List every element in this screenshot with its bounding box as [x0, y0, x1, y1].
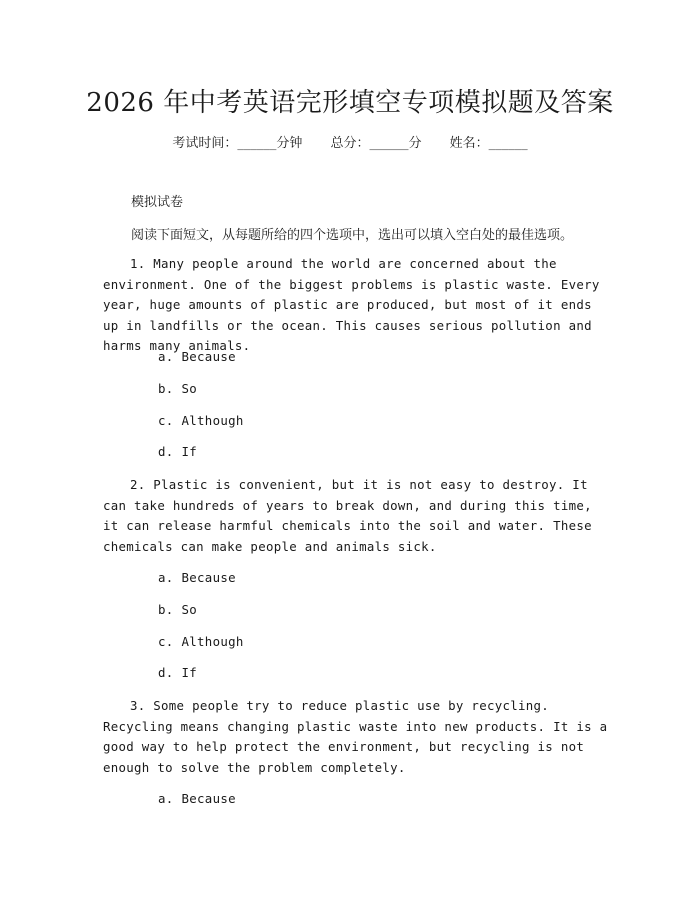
exam-meta: [0, 132, 700, 151]
question-2-option-b: [158, 602, 197, 617]
student-name: 姓名：______: [449, 136, 528, 151]
question-1-option-d: [158, 444, 197, 459]
exam-score: 总分：______分: [330, 136, 422, 151]
option-letter: a.: [158, 791, 174, 806]
option-text: Because: [181, 791, 236, 806]
question-2-option-d: [158, 665, 197, 680]
option-letter: b.: [158, 602, 174, 617]
option-letter: b.: [158, 381, 174, 396]
option-letter: c.: [158, 634, 174, 649]
question-2-option-a: [158, 570, 236, 585]
option-text: Although: [181, 413, 244, 428]
page-title: 2026 年中考英语完形填空专项模拟题及答案: [86, 88, 614, 118]
exam-time: 考试时间：______分钟: [172, 136, 303, 151]
question-2-option-c: [158, 634, 244, 649]
option-text: So: [181, 381, 198, 396]
section-label: 模拟试卷: [131, 195, 184, 210]
question-1-option-a: [158, 349, 236, 364]
option-text: So: [181, 602, 198, 617]
option-letter: a.: [158, 349, 174, 364]
option-letter: a.: [158, 570, 174, 585]
option-text: Although: [181, 634, 244, 649]
question-3-option-a: [158, 791, 236, 806]
option-letter: d.: [158, 444, 174, 459]
option-text: If: [181, 444, 198, 459]
option-text: If: [181, 665, 198, 680]
option-letter: d.: [158, 665, 174, 680]
option-text: Because: [181, 570, 236, 585]
question-1-option-b: [158, 381, 197, 396]
option-letter: c.: [158, 413, 174, 428]
question-3-passage: 3. Some people try to reduce plastic use by recycling. Recycling means changing plastic waste into new products. It is a good way to help protect the environment, but recycling is not enough to solve the problem completely.: [103, 698, 608, 775]
option-text: Because: [181, 349, 236, 364]
question-1-option-c: [158, 413, 244, 428]
question-1-passage: 1. Many people around the world are concerned about the environment. One of the biggest problems is plastic waste. Every year, huge amounts of plastic are produced, but most of it ends up in landfills or the ocean. This causes serious pollution and harms many animals.: [103, 256, 600, 353]
question-2-passage: 2. Plastic is convenient, but it is not easy to destroy. It can take hundreds of years to break down, and during this time, it can release harmful chemicals into the soil and water. These chemicals can make people and animals sick.: [103, 477, 592, 554]
instruction-text: 阅读下面短文，从每题所给的四个选项中，选出可以填入空白处的最佳选项。: [131, 228, 574, 243]
